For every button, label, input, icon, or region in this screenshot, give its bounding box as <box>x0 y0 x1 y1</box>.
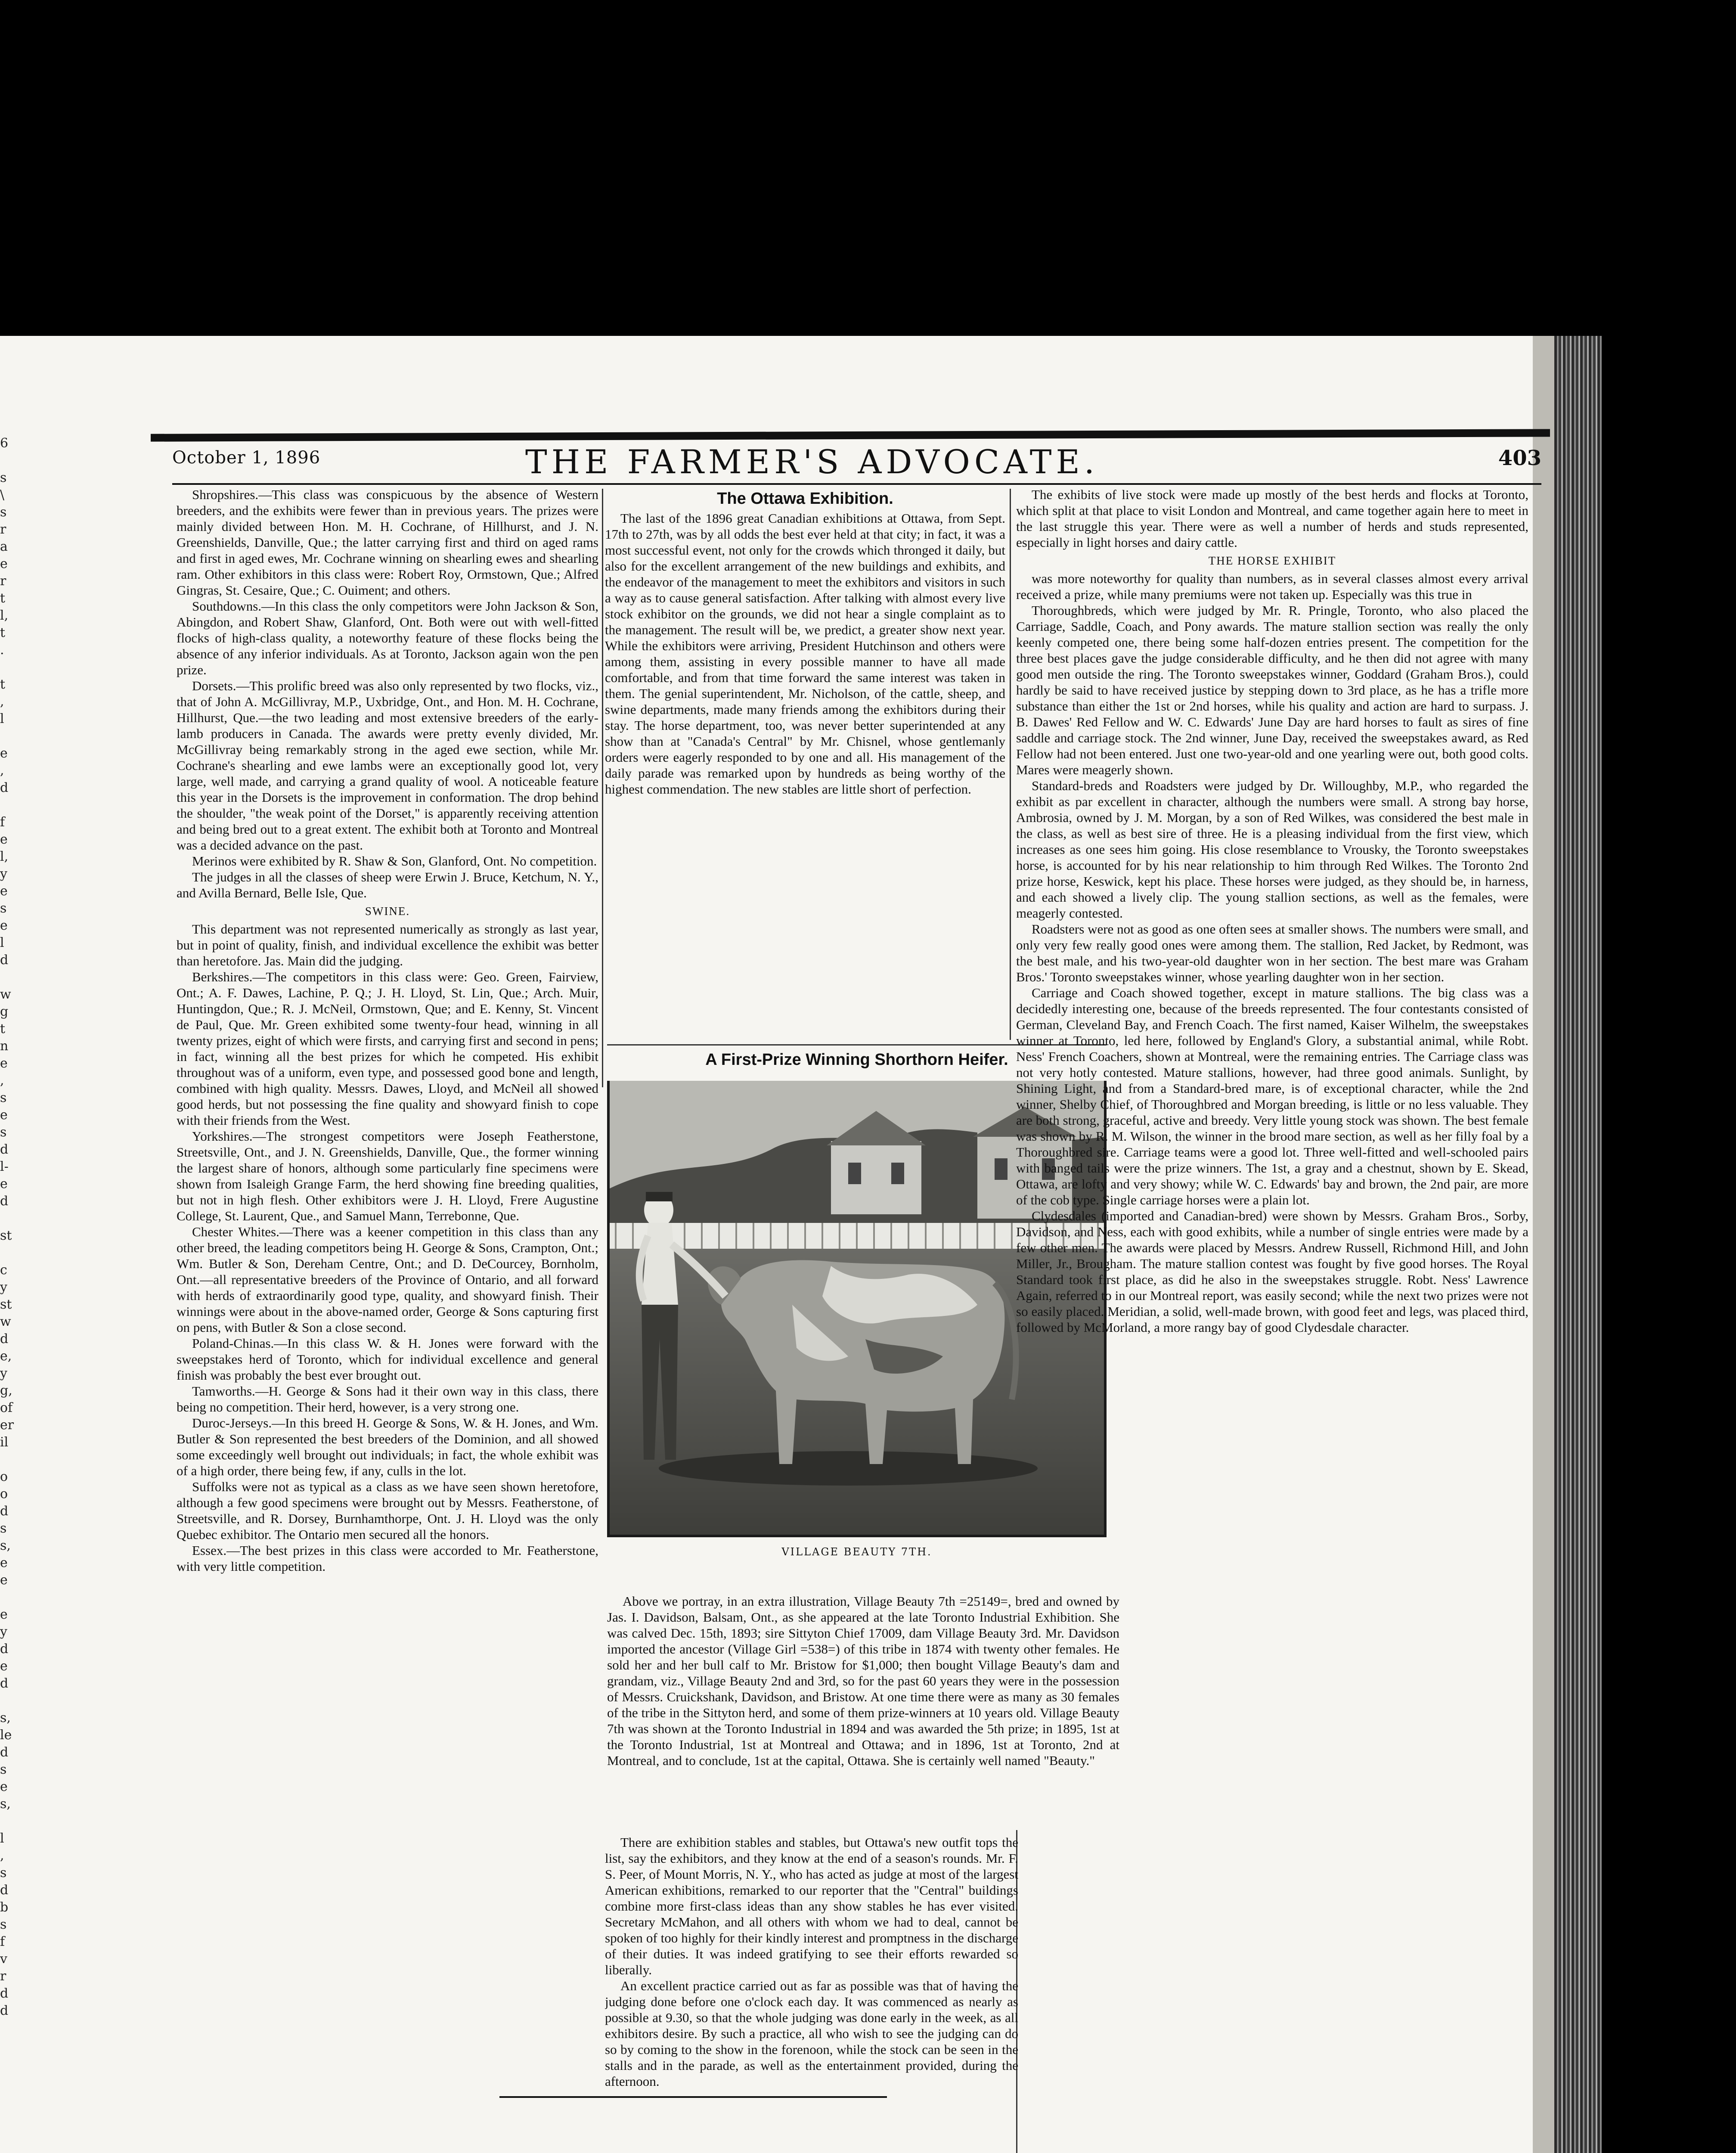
column-rule <box>1010 489 1011 1040</box>
paragraph-yorkshires: Yorkshires.—The strongest competitors were Joseph Featherstone, Streetsville, Ont., and J. N. Greenshields, Danville, Que., the former winning the largest share of honors, although some particularly fine specimens were shown from Isaleigh Grange Farm, the herd showing fine breeding qualities, but not in high flesh. Other exhibitors were J. H. Lloyd, Frere Augustine College, St. Laurent, Que., and Samuel Mann, Terrebonne, Que. <box>177 1129 598 1223</box>
paragraph-clydesdales: Clydesdales (imported and Canadian-bred) were shown by Messrs. Graham Bros., Sorby, Davidson, and Ness, each with good exhibits, while a number of single entries were made by a few other men. The awards were placed by Messrs. Andrew Russell, Richmond Hill, and John Miller, Jr., Brougham. The mature stallion contest was fought by five good horses. The Royal Standard took first place, as did he also in the sweepstakes struggle. Robt. Ness' Lawrence Again, referred to in our Montreal report, was easily second; while the next two prizes were not so easily placed. Meridian, a solid, well-made brown, with good feet and legs, was placed third, followed by McMorland, a more rangy bay of good Clydesdale character. <box>1016 1208 1528 1335</box>
paragraph-shropshires: Shropshires.—This class was conspicuous by the absence of Western breeders, and the exhibits were fewer than in previous years. The prizes were mainly divided between Hon. M. H. Cochrane, of Hillhurst, and J. N. Greenshields, Danville, Que.; the latter carrying first and third on aged rams and first in aged ewes, Mr. Cochrane winning on shearling ewes and shearling ram. Other exhibitors in this class were: Robert Roy, Ormstown, Que.; Alfred Gingras, St. Cesaire, Que.; C. Ouiment; and others. <box>177 487 598 598</box>
gutter-shadow <box>1533 336 1554 2153</box>
page-header <box>172 443 1541 481</box>
paragraph-ottawa-intro: The last of the 1896 great Canadian exhibitions at Ottawa, from Sept. 17th to 27th, was by all odds the best ever held at that city; in fact, it was a most successful event, not only for the crowds which thronged it daily, but also for the excellent arrangement of the new buildings and exhibits, and the endeavor of the management to meet the exhibitors and visitors in such a way as to cause general satisfaction. After talking with almost every live stock exhibitor on the grounds, we did not hear a single complaint as to the management. The result will be, we predict, a greater show next year. While the exhibitors were arriving, President Hutchinson and others were among them, assisting in every possible manner to have all made comfortable, and from that time forward the same interest was taken in them. The genial superintendent, Mr. Nicholson, of the cattle, sheep, and swine departments, made many friends among the exhibitors during their stay. The horse department, too, was never better superintended at any show than at "Canada's Central" by Mr. Chisnel, whose gentlemanly orders were eagerly responded to by one and all. His management of the daily parade was remarked upon by hundreds as being worthy of the highest commendation. The new stables are little short of perfection. <box>605 511 1005 797</box>
page-number: 403 <box>1498 446 1541 470</box>
section-heading-swine: SWINE. <box>365 905 410 918</box>
paragraph-horse-intro: was more noteworthy for quality than numbers, as in several classes almost every arrival received a prize, while many premiums were not taken up. Especially was this true in <box>1016 571 1528 602</box>
paragraph-dorsets: Dorsets.—This prolific breed was also only represented by two flocks, viz., that of John A. McGillivray, M.P., Uxbridge, Ont., and Hon. M. H. Cochrane, Hillhurst, Que.—the two leading and most extensive breeders of the early-lamb producers in Canada. The awards were pretty evenly divided, Mr. McGillivray being remarkably strong in the aged ewe section, while Mr. Cochrane's shearling and ewe lambs were an exceptionally good lot, very large, well made, and carrying a grand quality of wool. A noticeable feature this year in the Dorsets is the improvement in conformation. The drop behind the shoulder, "the weak point of the Dorset," is apparently receiving attention and being bred out to a great extent. The exhibit both at Toronto and Montreal was a decided advance on the past. <box>177 678 598 853</box>
previous-page-edge-text: 6 s \ s r a e r t l, t . t , l e , d f e l, y e s e l d w g t n e , s e s d l- e d st c y st w d e, y g, of er il o o d s s, e e e y d e d s, le d s e s, l , s d b s f v r d d <box>0 436 14 2018</box>
paragraph-suffolks: Suffolks were not as typical as a class as we have seen shown heretofore, although a few good specimens were brought out by Messrs. Featherstone, of Streetsville, and R. Dorsey, Burnhamthorpe, Ont. J. H. Lloyd was the only Quebec exhibitor. The Ontario men secured all the honors. <box>177 1479 598 1542</box>
paragraph-duroc-jerseys: Duroc-Jerseys.—In this breed H. George & Sons, W. & H. Jones, and Wm. Butler & Son represented the best breeders of the Dominion, and all showed some exceedingly well brought out individuals; in fact, the whole exhibit was of a high order, there being few, if any, culls in the lot. <box>177 1415 598 1478</box>
paragraph-essex: Essex.—The best prizes in this class were accorded to Mr. Featherstone, with very little competition. <box>177 1543 598 1574</box>
column-stables-judging <box>605 1834 1018 2153</box>
paragraph-judging-practice: An excellent practice carried out as far as possible was that of having the judging done before one o'clock each day. It was commenced as nearly as possible at 9.30, so that the whole judging was done early in the week, as all exhibitors desire. By such a practice, all who wish to see the judging can do so by coming to the show in the forenoon, while the stock can be seen in the stalls and in the parade, as well as the entertainment provided, during the afternoon. <box>605 1978 1018 2089</box>
paragraph-live-stock: The exhibits of live stock were made up mostly of the best herds and flocks at Toronto, which split at that place to visit London and Montreal, and came together again here to meet in the last struggle this year. There were as well a number of herds and studs represented, especially in light horses and dairy cattle. <box>1016 487 1528 550</box>
column-rule <box>602 489 603 1087</box>
paragraph-village-beauty: Above we portray, in an extra illustration, Village Beauty 7th =25149=, bred and owned by Jas. I. Davidson, Balsam, Ont., as she appeared at the late Toronto Industrial Exhibition. She was calved Dec. 15th, 1893; sire Sittyton Chief 17009, dam Village Beauty 3rd. Mr. Davidson imported the ancestor (Village Girl =538=) of this tribe in 1874 with twenty other females. He sold her and her bull calf to Mr. Bristow for $1,000; then bought Village Beauty's dam and grandam, viz., Village Beauty 2nd and 3rd, so for the past 60 years they were in the possession of Messrs. Cruickshank, Davidson, and Bristow. At one time there were as many as 30 females of the tribe in the Sittyton herd, and some of them prize-winners at 10 years old. Village Beauty 7th was shown at the Toronto Industrial in 1894 and was awarded the 5th prize; in 1895, 1st at the Toronto Industrial, 1st at Montreal and Ottawa; and in 1896, 1st at Toronto, 2nd at Montreal, and to conclude, 1st at the capital, Ottawa. She is certainly well named "Beauty." <box>607 1594 1119 1768</box>
paragraph-carriage-coach: Carriage and Coach showed together, except in mature stallions. The big class was a decidedly interesting one, because of the breeds represented. The four contestants consisted of German, Cleveland Bay, and French Coach. The first named, Kaiser Wilhelm, the sweepstakes winner at Toronto, led here, followed by England's Glory, a substantial animal, while Robt. Ness' French Coachers, shown at Montreal, were the remaining entries. The Carriage class was not very hotly contested. Mature stallions, however, had three good animals. Sunlight, by Shining Light, and from a Standard-bred mare, is of exceptional character, while the 2nd winner, Shelby Chief, of Thoroughbred and Morgan breeding, is little or no less valuable. They are both strong, graceful, active and breedy. Very little young stock was shown. The best female was shown by R. M. Wilson, the winner in the brood mare section, as well as her filly foal by a Thoroughbred sire. Carriage teams were a good lot. Three well-fitted and well-schooled pairs with banged tails were the prize winners. The 1st, a gray and a chestnut, shown by E. Skead, Ottawa, are lofty and very showy; while W. C. Edwards' bay and brown, the 2nd pair, are more of the cob type. Single carriage horses were a plain lot. <box>1016 985 1528 1207</box>
book-spine <box>1554 336 1602 2153</box>
masthead-title: THE FARMER'S ADVOCATE. <box>525 443 1099 481</box>
column-livestock-sheep-swine <box>177 487 598 2067</box>
paragraph-roadsters: Roadsters were not as good as one often sees at smaller shows. The numbers were small, and only very few really good ones were among them. The stallion, Red Jacket, by Redmont, was the best male, and his two-year-old daughter won in her section. The best mare was Graham Bros.' Toronto sweepstakes winner, whose yearling daughter won in her section. <box>1016 921 1528 984</box>
paragraph-southdowns: Southdowns.—In this class the only competitors were John Jackson & Son, Abingdon, and Robert Shaw, Glanford, Ont. Both were out with well-fitted flocks of high-class quality, a noteworthy feature of these flocks being the absence of any inferior individuals. As at Toronto, Jackson again won the pen prize. <box>177 599 598 677</box>
bottom-rule <box>499 2096 887 2098</box>
paragraph-thoroughbreds: Thoroughbreds, which were judged by Mr. R. Pringle, Toronto, who also placed the Carriage, Saddle, Coach, and Pony awards. The mature stallion section was really the only keenly competed one, there being some half-dozen entries present. The competition for the three best places gave the judge considerable difficulty, and he then did not agree with many good men outside the ring. The Toronto sweepstakes winner, Goddard (Graham Bros.), could hardly be said to have received justice by stepping down to 3rd place, as he has a trifle more substance than either the 1st or 2nd horses, while his quality and action are hard to surpass. J. B. Dawes' Red Fellow and W. C. Edwards' June Day are hard horses to fault as sires of fine saddle and carriage stock. The 2nd winner, June Day, received the sweepstakes award, as Red Fellow had not been entered. Just one two-year-old and one yearling were out, both good colts. Mares were meagerly shown. <box>1016 603 1528 777</box>
paragraph-poland-chinas: Poland-Chinas.—In this class W. & H. Jones were forward with the sweepstakes herd of Toronto, which for individual excellence and general finish was probably the best ever brought out. <box>177 1336 598 1383</box>
paragraph-chester-whites: Chester Whites.—There was a keener competition in this class than any other breed, the leading competitors being H. George & Sons, Crampton, Ont.; Wm. Butler & Son, Dereham Centre, Ont.; and D. DeCourcey, Bornholm, Ont.—all representative breeders of the Province of Ontario, and all forward with herds of extraordinarily good type, quality, and showyard finish. Their winnings were about in the above-named order, George & Sons capturing first on pens, with Butler & Son a close second. <box>177 1224 598 1335</box>
paragraph-stables: There are exhibition stables and stables, but Ottawa's new outfit tops the list, say the exhibitors, and they know at the end of a season's rounds. Mr. F. S. Peer, of Mount Morris, N. Y., who has acted as judge at most of the largest American exhibitions, remarked to our reporter that the "Central" buildings combine more first-class ideas than any show stables he has ever visited. Secretary McMahon, and all others with whom we had to deal, cannot be spoken of too highly for their kindly interest and promptness in the discharge of their duties. It was indeed gratifying to see their efforts rewarded so liberally. <box>605 1835 1018 1977</box>
paragraph-sheep-judges: The judges in all the classes of sheep were Erwin J. Bruce, Ketchum, N. Y., and Avilla Bernard, Belle Isle, Que. <box>177 869 598 900</box>
issue-date: October 1, 1896 <box>172 448 321 468</box>
paragraph-berkshires: Berkshires.—The competitors in this class were: Geo. Green, Fairview, Ont.; A. F. Dawes, Lachine, P. Q.; J. H. Lloyd, St. Lin, Que.; Arch. Muir, Huntingdon, Que.; R. J. McNeil, Ormstown, Que; and E. Kenny, St. Vincent de Paul, Que. Mr. Green exhibited some twenty-four head, winning in all twenty prizes, eight of which were firsts, and carrying first and second in pens; in fact, winning all the best prizes for which he competed. His exhibit throughout was of a uniform, even type, and possessed good bone and length, combined with high quality. Messrs. Dawes, Lloyd, and McNeil all showed good herds, but not possessing the fine quality and showyard finish to cope with their friends from the West. <box>177 969 598 1128</box>
column-ottawa-exhibition <box>605 491 1005 1038</box>
header-underline <box>172 483 1541 485</box>
section-heading-horse-exhibit: THE HORSE EXHIBIT <box>1208 554 1336 567</box>
paragraph-merinos: Merinos were exhibited by R. Shaw & Son, Glanford, Ont. No competition. <box>192 853 597 869</box>
paragraph-swine-intro: This department was not represented numerically as strongly as last year, but in point of quality, finish, and individual excellence the exhibit was better than heretofore. Jas. Main did the judging. <box>177 921 598 968</box>
article-heading: The Ottawa Exhibition. <box>717 491 893 508</box>
paragraph-tamworths: Tamworths.—H. George & Sons had it their own way in this class, there being no competition. Their herd, however, is a very strong one. <box>177 1384 598 1415</box>
figure-title: A First-Prize Winning Shorthorn Heifer. <box>705 1051 1008 1069</box>
paragraph-standard-breds: Standard-breds and Roadsters were judged by Dr. Willoughby, M.P., who regarded the exhibit as par excellent in character, although the numbers were small. A strong bay horse, Ambrosia, owned by J. M. Morgan, by a son of Red Wilkes, was considered the best male in the class, as well as best sire of three. He is a pleasing individual from the first view, which increases as one sees him going. His close resemblance to Vrousky, the Toronto sweepstakes horse, is accounted for by his near relationship to him through Red Wilkes. The Toronto 2nd prize horse, Keswick, kept his place. These horses were judged, as they should be, in harness, and each showed a lively clip. The young stallion sections, as well as the females, were meagerly contested. <box>1016 778 1528 921</box>
column-horse-exhibit <box>1016 487 1528 2140</box>
figure-caption: VILLAGE BEAUTY 7TH. <box>781 1546 932 1558</box>
